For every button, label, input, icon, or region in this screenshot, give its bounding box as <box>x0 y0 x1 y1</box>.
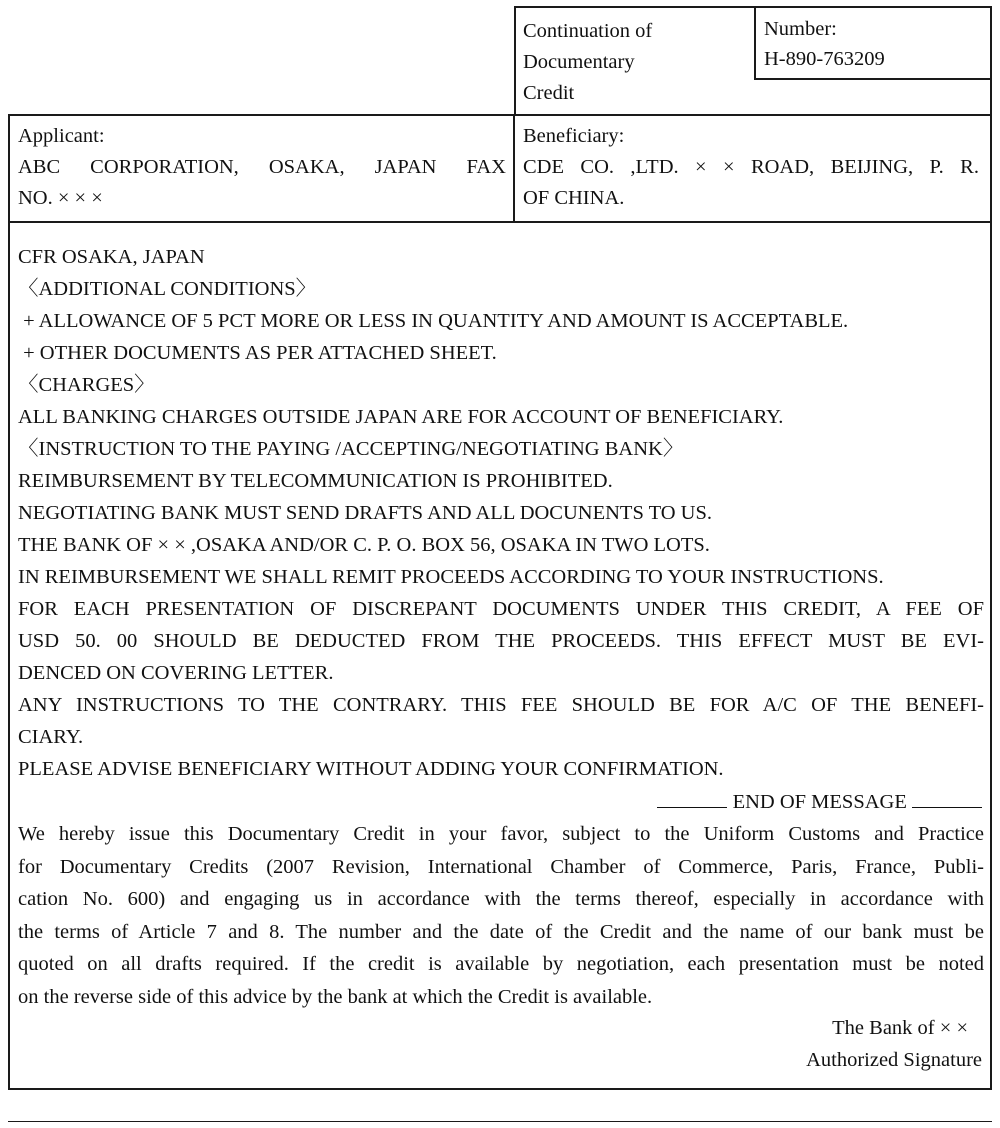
beneficiary-label: Beneficiary: <box>523 125 625 147</box>
condition-line: ANY INSTRUCTIONS TO THE CONTRARY. THIS FEE SHOULD BE FOR A/C OF THE BENEFI- <box>18 694 984 716</box>
undertaking-line: the terms of Article 7 and 8. The number and the date of the Credit and the name of our bank must be <box>18 920 984 943</box>
credit-title-line: Continuation of <box>523 20 653 42</box>
undertaking-line: quoted on all drafts required. If the credit is available by negotiation, each presentation must be noted <box>18 953 984 975</box>
number-value: H-890-763209 <box>764 48 885 70</box>
condition-line: PLEASE ADVISE BENEFICIARY WITHOUT ADDING YOUR CONFIRMATION. <box>18 758 724 780</box>
condition-line: REIMBURSEMENT BY TELECOMMUNICATION IS PROHIBITED. <box>18 470 613 492</box>
condition-line: DENCED ON COVERING LETTER. <box>18 662 334 684</box>
condition-line: FOR EACH PRESENTATION OF DISCREPANT DOCUMENTS UNDER THIS CREDIT, A FEE OF <box>18 598 984 620</box>
parties-divider <box>8 221 992 223</box>
condition-line: NEGOTIATING BANK MUST SEND DRAFTS AND ALL DOCUNENTS TO US. <box>18 502 713 524</box>
parties-vertical-divider <box>513 114 515 222</box>
undertaking-paragraph <box>18 818 984 1013</box>
blank-rule <box>912 787 982 808</box>
signature-block <box>600 1012 982 1076</box>
credit-title-line: Credit <box>523 82 575 104</box>
end-of-message-text: END OF MESSAGE <box>732 791 907 813</box>
condition-line: THE BANK OF × × ,OSAKA AND/OR C. P. O. BOX 56, OSAKA IN TWO LOTS. <box>18 534 710 556</box>
condition-line: ALL BANKING CHARGES OUTSIDE JAPAN ARE FOR ACCOUNT OF BENEFICIARY. <box>18 406 784 428</box>
section-heading: 〈INSTRUCTION TO THE PAYING /ACCEPTING/NEGOTIATING BANK〉 <box>18 438 684 460</box>
undertaking-line: We hereby issue this Documentary Credit in your favor, subject to the Uniform Customs and Practice <box>18 823 984 845</box>
end-of-message <box>600 786 982 818</box>
beneficiary-line: CDE CO. ,LTD. × × ROAD, BEIJING, P. R. <box>523 156 979 178</box>
condition-line: + OTHER DOCUMENTS AS PER ATTACHED SHEET. <box>18 342 497 364</box>
condition-line: CFR OSAKA, JAPAN <box>18 246 205 268</box>
applicant-line: ABC CORPORATION, OSAKA, JAPAN FAX <box>18 156 506 178</box>
credit-title <box>523 16 748 109</box>
condition-line: + ALLOWANCE OF 5 PCT MORE OR LESS IN QUANTITY AND AMOUNT IS ACCEPTABLE. <box>18 310 849 332</box>
condition-line: IN REIMBURSEMENT WE SHALL REMIT PROCEEDS ACCORDING TO YOUR INSTRUCTIONS. <box>18 566 884 588</box>
page-bottom-rule <box>8 1121 992 1122</box>
beneficiary-line: OF CHINA. <box>523 187 625 209</box>
credit-conditions <box>18 241 984 785</box>
number-label: Number: <box>764 18 837 40</box>
section-heading: 〈CHARGES〉 <box>18 374 155 396</box>
applicant-line: NO. × × × <box>18 187 103 209</box>
applicant-section <box>18 121 506 214</box>
section-heading: 〈ADDITIONAL CONDITIONS〉 <box>18 278 317 300</box>
credit-title-line: Documentary <box>523 51 635 73</box>
signature-label: Authorized Signature <box>806 1049 982 1071</box>
blank-rule <box>657 787 727 808</box>
undertaking-line: on the reverse side of this advice by the bank at which the Credit is available. <box>18 985 653 1008</box>
condition-line: CIARY. <box>18 726 84 748</box>
undertaking-line: for Documentary Credits (2007 Revision, International Chamber of Commerce, Paris, France, Publi- <box>18 855 984 878</box>
credit-number <box>764 14 984 74</box>
applicant-label: Applicant: <box>18 125 105 147</box>
undertaking-line: cation No. 600) and engaging us in accordance with the terms thereof, especially in accordance with <box>18 888 984 910</box>
signature-bank: The Bank of × × <box>832 1017 968 1039</box>
condition-line: USD 50. 00 SHOULD BE DEDUCTED FROM THE PROCEEDS. THIS EFFECT MUST BE EVI- <box>18 630 984 652</box>
beneficiary-section <box>523 121 979 214</box>
